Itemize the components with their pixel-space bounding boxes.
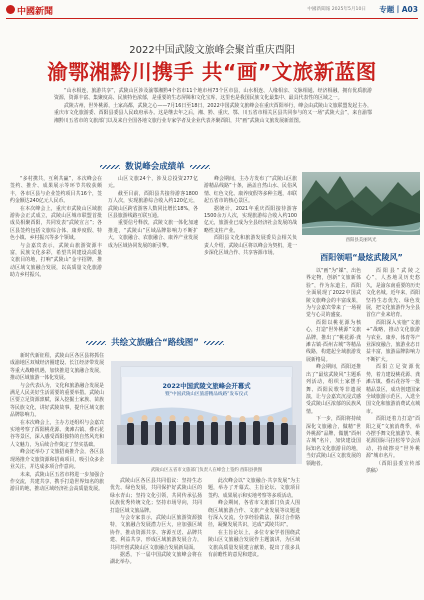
mountain-illustration (302, 172, 420, 235)
wave-ornament-icon (100, 165, 120, 169)
section-title-stats: 数说峰会成绩单 (60, 160, 250, 172)
column-2a: 山区文旅24个，涉及总投资277亿元。 截至目前，酉阳县共接待游客1800万人次，实现旅游综合收入约120亿元，武陵山区跨省游客人数同比增长18%，各区县旅游线路互联互通。 重要信号释放，武陵文旅一体化加速推进，“武陵山”区域品牌影响力不断扩大，文旅融合、农旅融合、康养产业发展成为区域协同发展的新引擎。 (108, 176, 198, 249)
mountain-scenery-photo (302, 172, 420, 235)
ceremony-illustration (111, 361, 302, 464)
main-headline: 渝鄂湘黔川携手 共“画”文旅新蓝图 (47, 60, 377, 84)
wave-ornament-icon (204, 341, 224, 345)
lead-paragraph (54, 88, 372, 125)
column-4: 以“画”为“媒”，出色界定物，创新“文旅新体验”，作为东道主，酉阳全面展现了2022中国武陵文旅峰会的丰富成果，为与会嘉宾带来了一场视觉与心灵的盛宴。 酉阳以桃花源为核心，打造“世外桃源”文旅品牌，推出了“桃花源·龚滩古镇·酉州古城”等精品线路，构建起全域旅游发展新格局。 峰会期间，酉阳还推出了“最炫武陵风”主题系列活动，组织土家摆手舞、酉阳民歌等非遗展演，让与会嘉宾沉浸式感受武陵山区浓郁的民族风情。 下一步，酉阳将持续深化文旅融合，做精“世外桃源”品牌，做靓“酉州古城”名片，加快建设国际知名文化旅游目的地，当好武陵山区文旅发展的领跑者。 (306, 268, 361, 467)
column-3b: 此次峰会以“文旅融合·共享发展”为主题，举办了开幕式、主旨论坛、文旅项目签约、成果展示和实地考察等多项活动。 峰会期间，各省市文旅部门负责人围绕区域旅游合作、文旅产业发展等议题进行深入交流，分享经验做法，探讨合作路径，凝聚发展共识，达成“武陵共识”。 在主旨论坛上，多位专家学者围绕武陵山区文旅融合发展作主题演讲，为区域文旅高质量发展建言献策，提出了很多具有前瞻性的意见和建议。 (208, 478, 300, 559)
photo-caption-mountain: 酉阳县美丽风光 (345, 238, 377, 243)
wave-ornament-icon (190, 165, 210, 169)
masthead-rule (6, 18, 418, 19)
newspaper-logo (6, 3, 68, 17)
section-title-youyang: 酉阳领唱“最炫武陵风” (320, 253, 403, 262)
column-5: 酉阳县“武陵之心”，人杰地灵历史悠久，是渝东南重要的历史文化名城。近年来，酉阳坚持生态优先、绿色发展，把文化旅游作为全县首位产业来培育。 酉阳深入实施“文旅+”战略，推动文化旅游与农业、康养、体育等产业深度融合，旅游业态日益丰富，旅游品牌影响力不断扩大。 酉阳立足资源优势，着力建设桃花源、龚滩古镇、叠石花谷等一批精品景区，成功创建国家全域旅游示范区，入选全国文化和旅游消费试点城市。 酉阳还着力打造“酉阳之夏”文旅消费季，举办摆手舞文化旅游节、桃花源国际马拉松等节会活动，持续擦亮“世外桃源”城市名片。 （酉阳县委宣传部供稿） (366, 268, 420, 474)
kicker-headline: 2022中国武陵文旅峰会聚首重庆酉阳 (129, 45, 295, 56)
banner-title: 2022中国武陵文旅峰会开幕式 (162, 382, 251, 390)
banner-subtitle: 暨“中国武陵山区旅游精品线路”发布仪式 (165, 392, 248, 397)
column-1b: 新时代新征程，武陵山区各区县将抓住成渝地区双城经济圈建设、长江经济带发展等重大战略机遇，加快推进文旅融合发展，推动区域旅游一体化发展。 与会代表认为，文化和旅游融合发展是满足人民美好生活需要的重要举措。武陵山区要立足资源禀赋，深入挖掘土家族、苗族等民族文化，讲好武陵故事，提升区域文旅品牌影响力。 在本次峰会上，主办方还组织与会嘉宾实地考察了酉阳桃花源、龚滩古镇、叠石花谷等景区，深入感受酉阳独特的自然风光和人文魅力，为后续合作奠定了坚实基础。 峰会还举办了文旅招商推介会，各区县现场推介文旅资源和招商项目，吸引众多企业关注，并达成多项合作意向。 未来，武陵山区五省市将进一步加强合作交流，共建共享，携手打造世界知名的旅游目的地，推动区域经济社会高质量发展。 (10, 353, 104, 493)
issue-date: 中國新聞報 2025年5月10日 (307, 7, 366, 12)
section-title-roadmap: 共绘文旅融合“路线图” (10, 336, 300, 348)
logo-mark-icon (6, 5, 15, 14)
lead-p2: 武陵古州，世外桃源，土家高都，武陵之心——7月16日至18日，2022中国武陵文旅峰会在重庆酉阳举行，峰会由武陵山文旅联盟发起主办，重庆市文化旅游委、酉阳县委县人民政府承办。这是继去年之后，湘、黔、重庆、鄂、川五省市相关区县共同参与的又一场“武陵大会”，来自渝鄂湘黔川五省市的文旅部门以及来自全国各地文旅行业专家学者及企业代表齐聚酉阳，共“画”武陵山文旅发展新蓝图。 (54, 102, 372, 124)
ceremony-photo (111, 361, 302, 464)
logo-text: 中國新聞 (17, 7, 54, 17)
column-3a: 峰会期间，主办方发布了“武陵山区旅游精品线路”十条，涵盖自然山水、民俗风情、红色文化、康养度假等多种主题，串联起五省市的核心景区。 据统计，2021年重庆酉阳接待游客1500余万人次，实现旅游综合收入约100亿元，旅游业已成为全县经济社会发展的战略性支柱产业。 酉阳县文化和旅游发展委员会相关负责人介绍，武陵山区将以峰会为契机，进一步深化区域合作、共享客源市场。 (204, 176, 297, 257)
column-1a: “多村携共，互利共赢”，本次峰会在签约、推介、成果展示等环节共收获颇丰，各市区县与企业签约项目共16个，签约金额达240亿元人民币。 在本次峰会上，重庆市武陵山区域旅游协会正式成立，武陵山区城市联盟首批成员相聚酉阳，共同发表“武陵宣言”；各区县签约包括文旅综合体、康养度假、特色小镇、乡村振兴等多个领域。 与会嘉宾表示，武陵山旅游资源丰富，民族文化多彩，希望共同建设高质量文旅目的地，打响“武陵山”金字招牌，推动区域文旅融合发展，以高质量文化旅游助力乡村振兴。 (10, 176, 102, 279)
page-edition: 专题丨A03 (379, 5, 418, 14)
lead-p1: “山水相连，旅游共享”，武陵山区涉及渝鄂湘黔4个省市11个地市州73个区市县，山水相连、人缘相亲、文脉相通、经济相融，拥有优质旅游资源，资源丰富、集聚度高、民族特色浓郁，是重要的生态屏障和文化宝库，这里也是我国民族文化最集中、最具代表性的区域之一。 (54, 88, 372, 102)
column-2b: 武陵山区各区县共同倡议：坚持生态优先、绿色发展，共同保护好武陵山区的绿水青山；坚持文化引领，共同传承弘扬民族优秀传统文化；坚持市场导向，共同打造区域文旅品牌。 与会专家表示，武陵山区旅游资源独特，文旅融合发展潜力巨大，应加强区域协作，推动资源共享、客源互送、品牌共建、利益共享，形成区域旅游发展合力，共同开创武陵山区文旅融合发展新局面。 据悉，下一届中国武陵文旅峰会将在湖北举办。 (110, 478, 202, 566)
wave-ornament-icon (86, 341, 106, 345)
photo-caption-ceremony: 武陵山区五省市文旅部门负责人在峰会上签约 酉阳县供图 (150, 468, 263, 473)
